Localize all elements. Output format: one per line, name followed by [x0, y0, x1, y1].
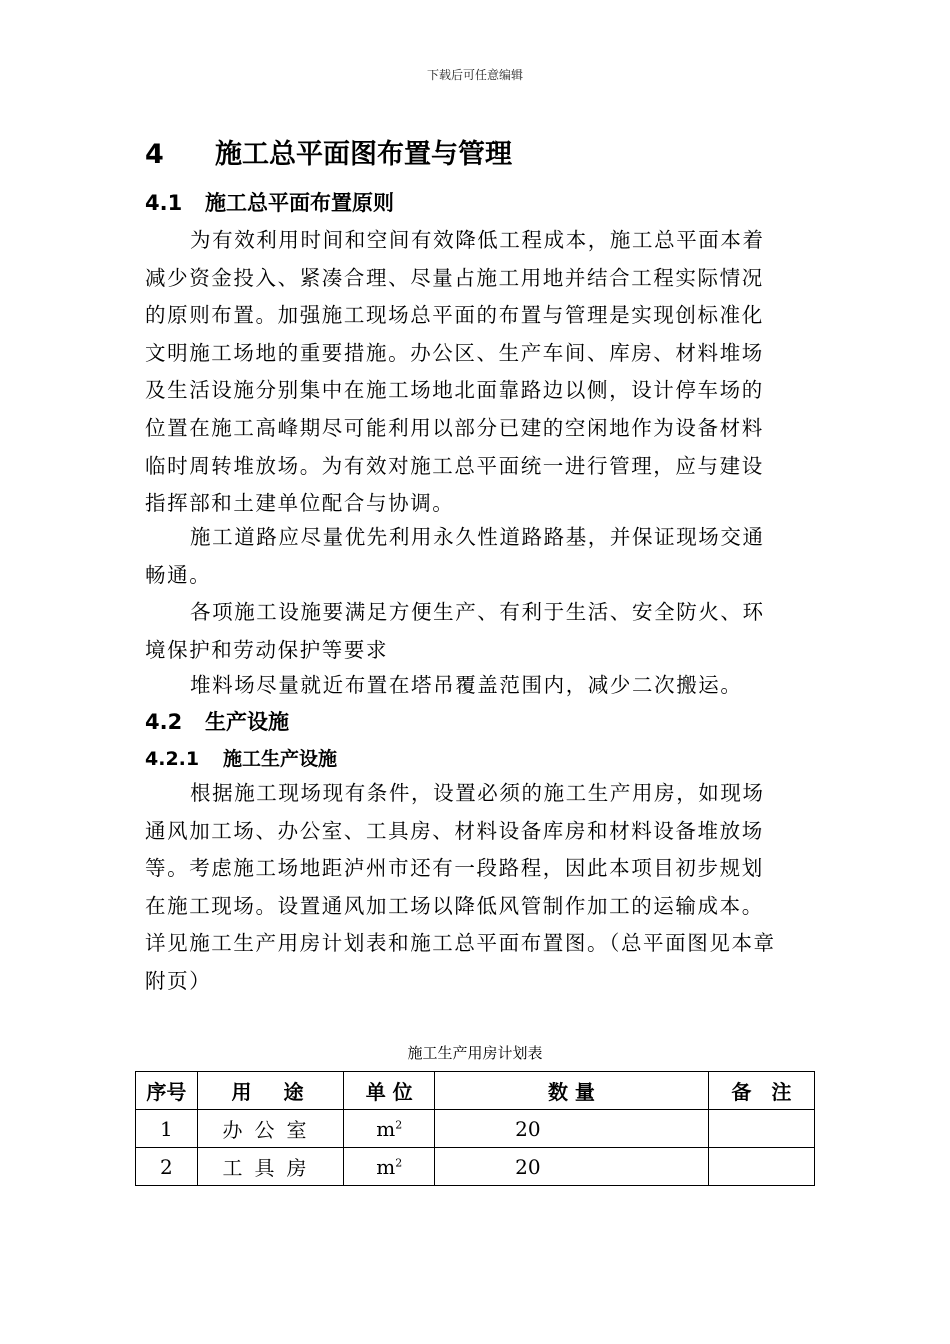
table-header-row	[136, 1072, 815, 1110]
cell-note	[708, 1148, 814, 1186]
subsection-heading-4-1	[145, 187, 394, 217]
table-caption: 施工生产用房计划表	[407, 1044, 543, 1062]
subsubsection-heading-4-2-1	[145, 744, 337, 771]
cell-unit	[344, 1110, 435, 1148]
unit-base: m	[376, 1154, 396, 1179]
cell-no: 2	[136, 1148, 198, 1186]
subsection-heading-4-2	[145, 706, 289, 736]
unit-superscript: 2	[395, 1117, 403, 1131]
cell-qty: 20	[435, 1148, 709, 1186]
cell-no: 1	[136, 1110, 198, 1148]
paragraph-roads: 施工道路应尽量优先利用永久性道路路基，并保证现场交通畅通。	[145, 525, 765, 587]
subsubsection-title: 施工生产设施	[223, 748, 338, 770]
header-note-col: 备 注	[708, 1072, 814, 1110]
paragraph-layout-principle: 为有效利用时间和空间有效降低工程成本，施工总平面本着减少资金投入、紧凑合理、尽量占施工用地并结合工程实际情况的原则布置。加强施工现场总平面的布置与管理是实现创标准化文明施工场地的重要措施。办公区、生产车间、库房、材料堆场及生活设施分别集中在施工场地北面靠路边以侧，设计停车场的位置在施工高峰期尽可能利用以部分已建的空闲地作为设备材料临时周转堆放场。为有效对施工总平面统一进行管理，应与建设指挥部和土建单位配合与协调。	[145, 228, 765, 516]
production-housing-table	[135, 1071, 815, 1186]
table-row	[136, 1148, 815, 1186]
cell-note	[708, 1110, 814, 1148]
cell-unit	[344, 1148, 435, 1186]
unit-base: m	[376, 1116, 396, 1141]
table-row	[136, 1110, 815, 1148]
header-note: 下载后可任意编辑	[426, 68, 523, 82]
section-number: 4	[145, 139, 164, 170]
unit-superscript: 2	[395, 1155, 403, 1169]
section-title: 施工总平面图布置与管理	[215, 139, 512, 170]
header-qty: 数 量	[435, 1072, 709, 1110]
subsection-number: 4.2	[145, 710, 183, 734]
paragraph-stockyard: 堆料场尽量就近布置在塔吊覆盖范围内，减少二次搬运。	[190, 673, 743, 697]
section-heading	[145, 132, 512, 171]
subsection-title: 生产设施	[205, 710, 289, 734]
subsubsection-number: 4.2.1	[145, 748, 200, 770]
header-no: 序号	[136, 1072, 198, 1110]
header-unit: 单 位	[344, 1072, 435, 1110]
cell-use: 工具房	[197, 1148, 344, 1186]
subsection-title: 施工总平面布置原则	[205, 191, 394, 215]
cell-qty: 20	[435, 1110, 709, 1148]
paragraph-production-facilities: 根据施工现场现有条件，设置必须的施工生产用房，如现场通风加工场、办公室、工具房、材料设备库房和材料设备堆放场等。考虑施工场地距泸州市还有一段路程，因此本项目初步规划在施工现场。设置通风加工场以降低风管制作加工的运输成本。详见施工生产用房计划表和施工总平面布置图。（总平面图见本章附页）	[145, 781, 776, 993]
cell-use: 办公室	[197, 1110, 344, 1148]
paragraph-facilities: 各项施工设施要满足方便生产、有利于生活、安全防火、环境保护和劳动保护等要求	[145, 600, 765, 662]
subsection-number: 4.1	[145, 191, 183, 215]
header-use: 用 途	[197, 1072, 344, 1110]
